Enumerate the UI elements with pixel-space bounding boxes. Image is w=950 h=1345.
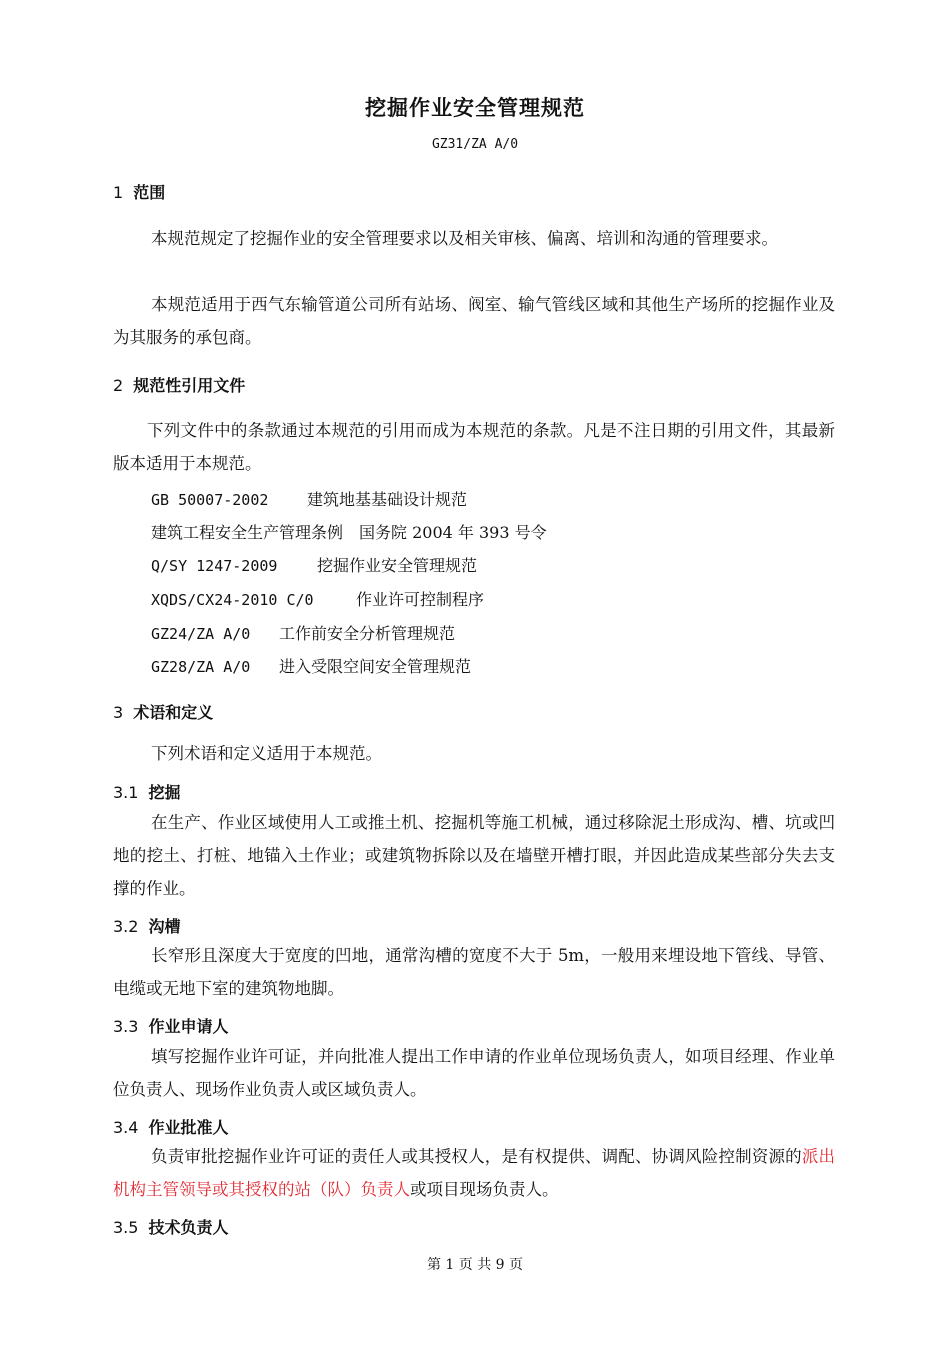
section-1-heading — [113, 180, 165, 203]
section-2-paragraph-1: 下列文件中的条款通过本规范的引用而成为本规范的条款。凡是不注日期的引用文件，其最新版本适用于本规范。 — [113, 421, 835, 473]
reference-code: GZ28/ZA A/0 — [151, 658, 251, 676]
section-title: 术语和定义 — [133, 703, 214, 722]
term-3-2-definition: 长窄形且深度大于宽度的凹地，通常沟槽的宽度不大于 5m，一般用来埋设地下管线、导管、电缆或无地下室的建筑物地脚。 — [113, 946, 835, 998]
term-title: 作业申请人 — [148, 1017, 229, 1036]
term-number: 3.1 — [113, 783, 139, 802]
term-3-4-definition — [113, 1140, 835, 1206]
term-title: 沟槽 — [148, 917, 181, 936]
reference-name: 进入受限空间安全管理规范 — [279, 657, 472, 676]
section-number: 2 — [113, 376, 124, 395]
section-number: 1 — [113, 183, 124, 202]
term-3-1-definition: 在生产、作业区域使用人工或推土机、挖掘机等施工机械，通过移除泥土形成沟、槽、坑或凹地的挖土、打桩、地锚入土作业；或建筑物拆除以及在墙壁开槽打眼，并因此造成某些部分失去支撑的作业。 — [113, 813, 835, 898]
reference-name: 作业许可控制程序 — [356, 590, 485, 609]
term-3-4-heading — [113, 1115, 228, 1138]
definition-text: 或项目现场负责人。 — [410, 1180, 559, 1199]
reference-item — [151, 553, 477, 576]
term-3-3-definition: 填写挖掘作业许可证，并向批准人提出工作申请的作业单位现场负责人，如项目经理、作业单位负责人、现场作业负责人或区域负责人。 — [113, 1047, 835, 1099]
reference-item — [151, 654, 471, 677]
term-3-2-heading — [113, 914, 180, 937]
section-number: 3 — [113, 703, 124, 722]
reference-item — [151, 487, 467, 510]
page-footer: 第 1 页 共 9 页 — [426, 1257, 524, 1273]
section-3-heading — [113, 700, 213, 723]
reference-name: 工作前安全分析管理规范 — [279, 624, 456, 643]
term-3-1-heading — [113, 780, 180, 803]
section-title: 规范性引用文件 — [133, 376, 246, 395]
document-title: 挖掘作业安全管理规范 — [365, 96, 585, 120]
reference-name: 国务院 2004 年 393 号令 — [359, 523, 547, 542]
reference-item — [151, 587, 484, 610]
term-title: 技术负责人 — [148, 1218, 229, 1237]
highlighted-text: 派出机构主管领导或其授权的站（队）负责人 — [113, 1147, 835, 1199]
term-number: 3.5 — [113, 1218, 139, 1237]
reference-item — [151, 621, 455, 644]
term-title: 作业批准人 — [148, 1118, 229, 1137]
reference-code: XQDS/CX24-2010 C/0 — [151, 591, 314, 609]
term-title: 挖掘 — [148, 783, 181, 802]
reference-name: 建筑地基基础设计规范 — [307, 490, 468, 509]
term-3-3-heading — [113, 1014, 228, 1037]
section-2-heading — [113, 373, 245, 396]
section-1-paragraph-2: 本规范适用于西气东输管道公司所有站场、阀室、输气管线区域和其他生产场所的挖掘作业及为其服务的承包商。 — [113, 295, 835, 347]
document-number: GZ31/ZA A/0 — [431, 137, 519, 152]
term-3-5-heading — [113, 1215, 228, 1238]
section-3-intro: 下列术语和定义适用于本规范。 — [151, 744, 382, 763]
term-number: 3.3 — [113, 1017, 139, 1036]
reference-code: GZ24/ZA A/0 — [151, 625, 251, 643]
term-number: 3.4 — [113, 1118, 139, 1137]
reference-code: 建筑工程安全生产管理条例 — [151, 523, 344, 542]
reference-code: GB 50007-2002 — [151, 491, 269, 509]
reference-code: Q/SY 1247-2009 — [151, 557, 278, 575]
section-1-paragraph-1: 本规范规定了挖掘作业的安全管理要求以及相关审核、偏离、培训和沟通的管理要求。 — [151, 229, 778, 248]
reference-item — [151, 520, 547, 543]
term-number: 3.2 — [113, 917, 139, 936]
reference-name: 挖掘作业安全管理规范 — [317, 556, 478, 575]
definition-text: 负责审批挖掘作业许可证的责任人或其授权人，是有权提供、调配、协调风险控制资源的 — [151, 1147, 802, 1166]
section-title: 范围 — [133, 183, 166, 202]
